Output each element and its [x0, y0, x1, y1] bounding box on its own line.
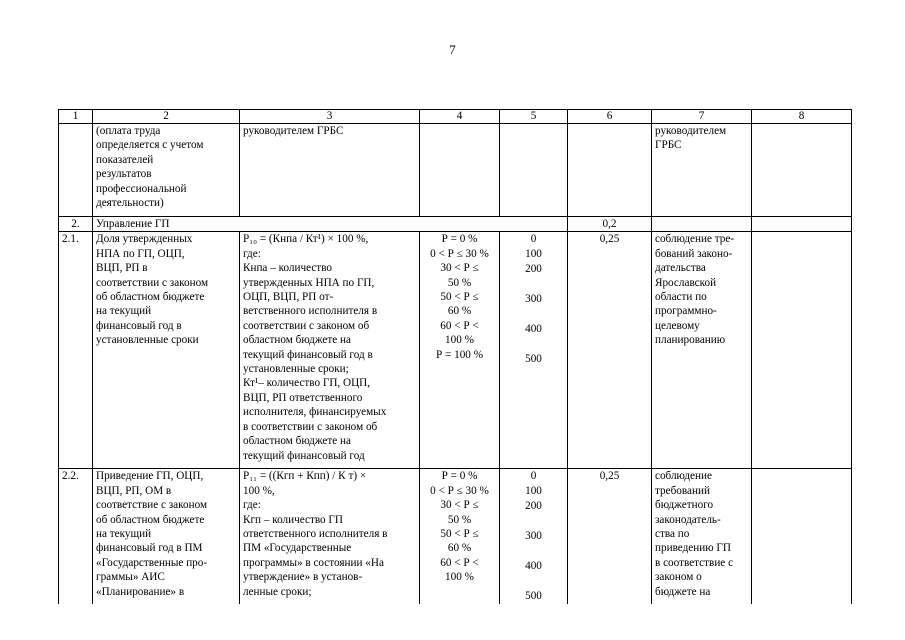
section-row-2: [59, 217, 852, 232]
cont-basis-cell: руководителем ГРБС: [652, 124, 752, 217]
section-2-number: 2.: [59, 217, 93, 232]
cont-formula-cell: руководителем ГРБС: [240, 124, 420, 217]
document-table: [58, 109, 852, 604]
row-2-1-basis: соблюдение тре- бований законо- дательства Ярославской области по программно- целевому планированию: [652, 232, 752, 469]
cont-name-cell: (оплата труда определяется с учетом показателей результатов профессиональной деятельности): [93, 124, 240, 217]
row-2-2-weight: 0,25: [568, 469, 652, 605]
row-2-1-formula: Р₁₀ = (Кнпа / Кт¹) × 100 %, где: Кнпа – количество утвержденных НПА по ГП, ОЦП, ВЦП, РП от- ветственного исполнителя в соответствии с законом об областном бюджете на текущий финансовый год в установленные сроки; Кт¹– количество ГП, ОЦП, ВЦП, РП ответственного исполнителя, финансируемых в соответствии с законом об областном бюджете на текущий финансовый год: [240, 232, 420, 469]
header-cell-4: 4: [420, 110, 500, 124]
row-2-1-number: 2.1.: [59, 232, 93, 469]
section-2-basis: [652, 217, 752, 232]
row-2-2-ranges: Р = 0 % 0 < Р ≤ 30 % 30 < Р ≤ 50 % 50 < Р ≤ 60 % 60 < Р < 100 %: [420, 469, 500, 605]
header-cell-3: 3: [240, 110, 420, 124]
page-number: 7: [449, 42, 456, 57]
row-2-2-basis: соблюдение требований бюджетного законодатель- ства по приведению ГП в соответствие с законом о бюджете на: [652, 469, 752, 605]
section-2-note: [752, 217, 852, 232]
section-2-weight: 0,2: [568, 217, 652, 232]
cont-weight-cell: [568, 124, 652, 217]
header-cell-8: 8: [752, 110, 852, 124]
row-2-2-points: 0 100 200 300 400 500: [500, 469, 568, 605]
cont-num-cell: [59, 124, 93, 217]
row-2-1-note: [752, 232, 852, 469]
row-2-1: [59, 232, 852, 469]
header-cell-7: 7: [652, 110, 752, 124]
row-2-1-weight: 0,25: [568, 232, 652, 469]
row-2-2-formula: Р₁₁ = ((Кгп + Кпп) / К т) × 100 %, где: Кгп – количество ГП ответственного исполнителя в ПМ «Государственные программы» в состоянии «На утверждение» в установ- ленные сроки;: [240, 469, 420, 605]
header-cell-1: 1: [59, 110, 93, 124]
row-2-1-name: Доля утвержденных НПА по ГП, ОЦП, ВЦП, РП в соответствии с законом об областном бюджете на текущий финансовый год в установленные сроки: [93, 232, 240, 469]
header-cell-5: 5: [500, 110, 568, 124]
row-2-1-points: 0 100 200 300 400 500: [500, 232, 568, 469]
section-2-title: Управление ГП: [93, 217, 568, 232]
header-cell-2: 2: [93, 110, 240, 124]
cont-points-cell: [500, 124, 568, 217]
row-2-1-ranges: Р = 0 % 0 < Р ≤ 30 % 30 < Р ≤ 50 % 50 < Р ≤ 60 % 60 < Р < 100 % Р = 100 %: [420, 232, 500, 469]
row-2-2-name: Приведение ГП, ОЦП, ВЦП, РП, ОМ в соответствие с законом об областном бюджете на текущий финансовый год в ПМ «Государственные про- граммы» АИС «Планирование» в: [93, 469, 240, 605]
header-cell-6: 6: [568, 110, 652, 124]
cont-ranges-cell: [420, 124, 500, 217]
row-2-2: [59, 469, 852, 605]
row-2-2-note: [752, 469, 852, 605]
row-2-2-number: 2.2.: [59, 469, 93, 605]
continuation-row: [59, 124, 852, 217]
cont-note-cell: [752, 124, 852, 217]
header-row: [59, 110, 852, 124]
